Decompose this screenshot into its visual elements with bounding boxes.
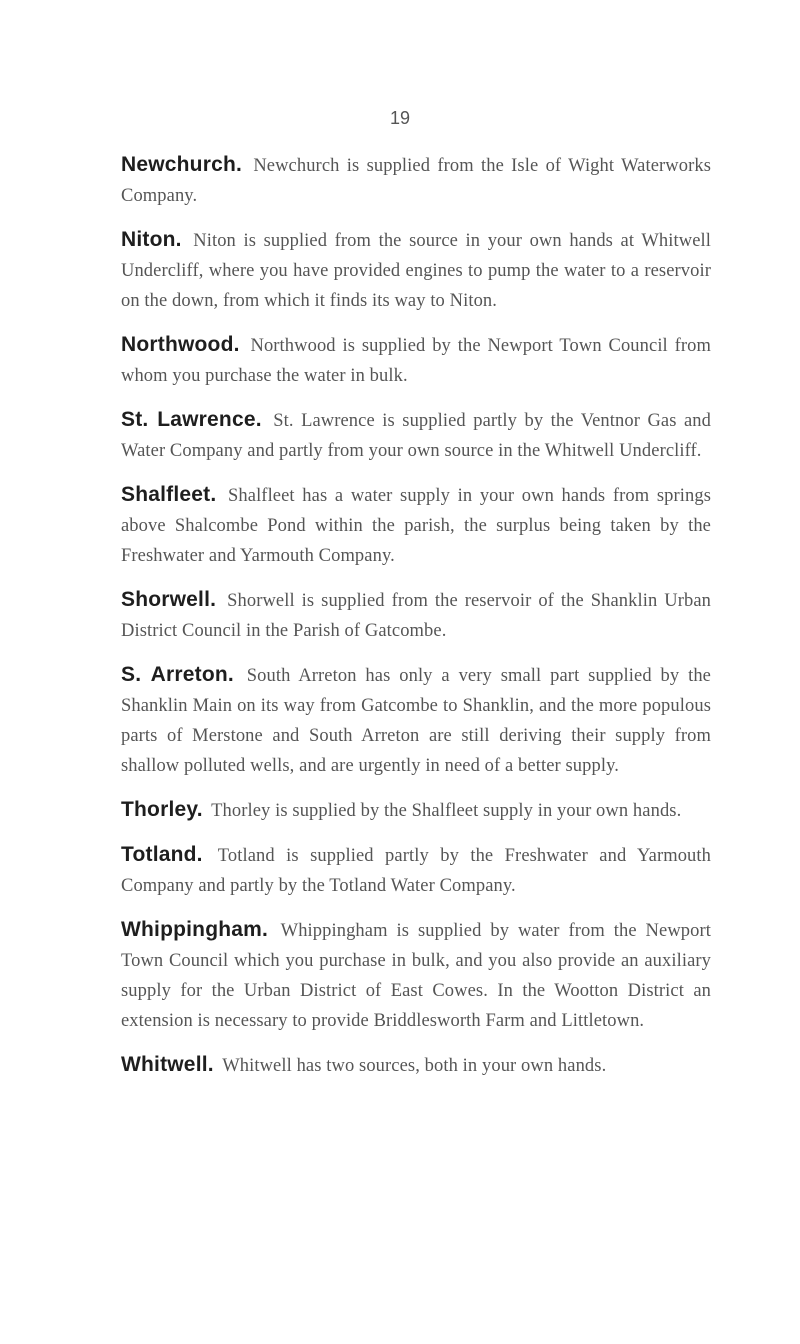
entry-totland xyxy=(121,840,711,901)
entry-place: Shorwell. xyxy=(121,588,217,611)
entry-text: St. Lawrence is supplied partly by the Ventnor Gas and Water Company and partly from your own source in the Whitwell Undercliff. xyxy=(121,411,712,461)
entry-place: Whippingham. xyxy=(121,918,269,941)
entry-st-lawrence xyxy=(121,405,711,466)
entry-text: Whitwell has two sources, both in your own hands. xyxy=(222,1056,607,1076)
entry-place: Northwood. xyxy=(121,333,240,356)
entry-shalfleet xyxy=(121,480,711,571)
entry-text: Whippingham is supplied by water from the Newport Town Council which you purchase in bulk, and you also provide an auxiliary supply for the Urban District of East Cowes. In the Wootton District an extension is necessary to provide Briddlesworth Farm and Littletown. xyxy=(121,921,711,1031)
entry-place: Newchurch. xyxy=(121,153,243,176)
entry-text: Newchurch is supplied from the Isle of Wight Waterworks Company. xyxy=(121,156,711,206)
entry-place: Shalfleet. xyxy=(121,483,217,506)
entry-place: S. Arreton. xyxy=(121,663,234,686)
entry-place: Totland. xyxy=(121,843,203,866)
entry-place: Whitwell. xyxy=(121,1053,214,1076)
entry-south-arreton xyxy=(121,660,711,781)
entry-shorwell xyxy=(121,585,711,646)
entry-text: Thorley is supplied by the Shalfleet supply in your own hands. xyxy=(211,801,682,821)
entry-niton xyxy=(121,225,711,316)
entry-place: Thorley. xyxy=(121,798,203,821)
entry-thorley xyxy=(121,795,711,826)
entry-northwood xyxy=(121,330,711,391)
entry-text: South Arreton has only a very small part supplied by the Shanklin Main on its way from Gatcombe to Shanklin, and the more populous parts of Merstone and South Arreton are still deriving their supply from shallow polluted wells, and are urgently in need of a better supply. xyxy=(121,666,711,776)
page-number: 19 xyxy=(389,108,411,128)
entries-list xyxy=(121,150,711,1095)
entry-text: Shorwell is supplied from the reservoir of the Shanklin Urban District Council in the Parish of Gatcombe. xyxy=(121,591,711,641)
entry-newchurch xyxy=(121,150,711,211)
entry-text: Niton is supplied from the source in your own hands at Whitwell Undercliff, where you have provided engines to pump the water to a reservoir on the down, from which it finds its way to Niton. xyxy=(121,231,711,311)
entry-text: Totland is supplied partly by the Freshwater and Yarmouth Company and partly by the Totland Water Company. xyxy=(121,846,711,896)
entry-place: Niton. xyxy=(121,228,182,251)
entry-text: Northwood is supplied by the Newport Town Council from whom you purchase the water in bulk. xyxy=(121,336,711,386)
entry-whippingham xyxy=(121,915,711,1036)
entry-whitwell xyxy=(121,1050,711,1081)
entry-place: St. Lawrence. xyxy=(121,408,262,431)
entry-text: Shalfleet has a water supply in your own hands from springs above Shalcombe Pond within the parish, the surplus being taken by the Freshwater and Yarmouth Company. xyxy=(121,486,711,566)
